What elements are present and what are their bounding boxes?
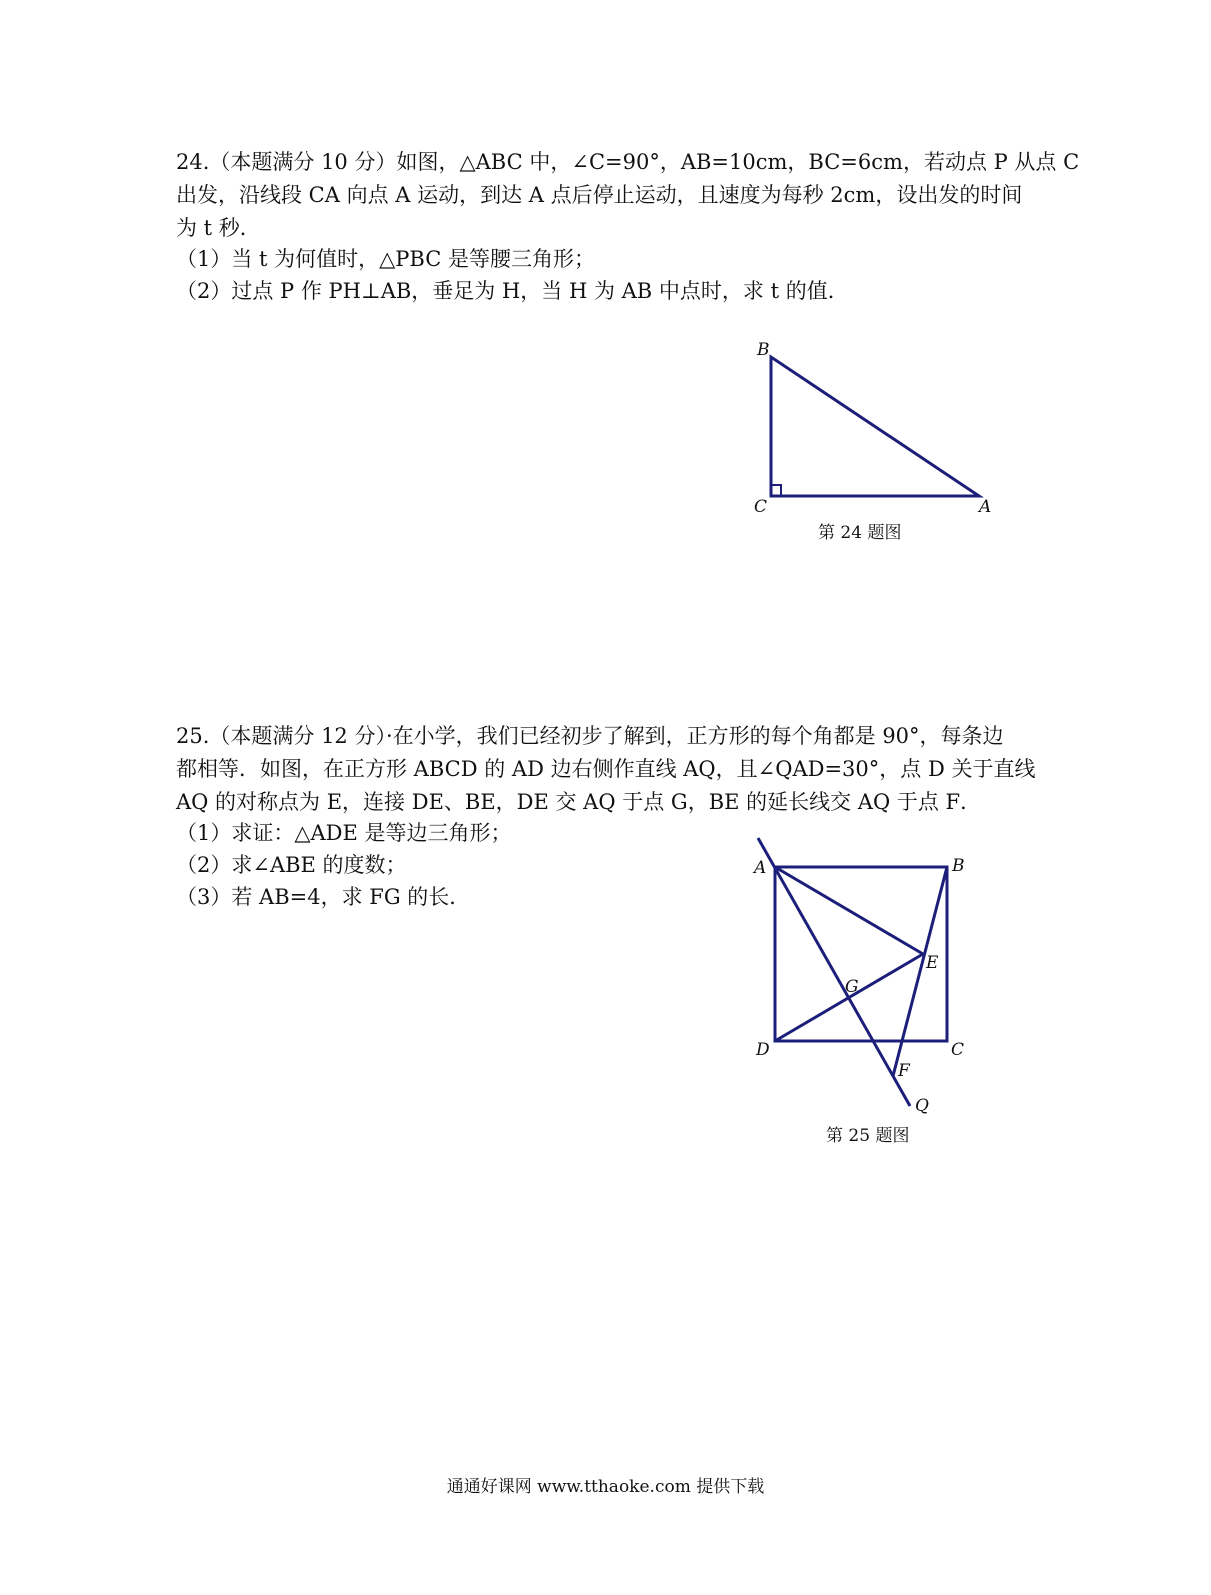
label-d: D [756,1040,770,1060]
q24-line-1: 24.（本题满分 10 分）如图，△ABC 中，∠C=90°，AB=10cm，BC=6cm，若动点 P 从点 C [176,150,1080,174]
label-b: B [757,340,770,360]
label-c: C [951,1040,965,1060]
segment-ae [775,867,923,954]
label-f: F [898,1061,910,1081]
label-q: Q [915,1096,929,1116]
segment-bf [893,867,947,1076]
page-footer: 通通好课网 www.tthaoke.com 提供下载 [446,1477,765,1497]
q24-line-3: 为 t 秒． [176,216,261,240]
label-b: B [952,856,965,876]
segment-de [775,954,923,1041]
q24-subquestion-2: （2）过点 P 作 PH⊥AB，垂足为 H，当 H 为 AB 中点时，求 t 的值． [176,279,849,303]
label-a: A [979,497,992,517]
q24-figure-caption: 第 24 题图 [818,523,902,543]
q25-stem [176,720,1036,819]
triangle-abc [771,357,979,496]
label-a: A [754,858,767,878]
q24-figure [740,330,1010,520]
q24-line-2: 出发，沿线段 CA 向点 A 运动，到达 A 点后停止运动，且速度为每秒 2cm，设出发的时间 [176,183,1023,207]
q25-figure-caption: 第 25 题图 [826,1126,910,1146]
q25-subquestion-1: （1）求证：△ADE 是等边三角形； [176,821,512,845]
label-e: E [926,953,939,973]
q25-line-1: 25.（本题满分 12 分）·在小学，我们已经初步了解到，正方形的每个角都是 90°，每条边 [176,724,1004,748]
q25-subquestion-2: （2）求∠ABE 的度数； [176,853,407,877]
q24-stem [176,146,1080,245]
label-c: C [754,497,768,517]
q25-figure [740,830,1000,1120]
q25-subquestion-3: （3）若 AB=4，求 FG 的长． [176,885,471,909]
line-aq [758,838,910,1106]
q25-line-2: 都相等．如图，在正方形 ABCD 的 AD 边右侧作直线 AQ，且∠QAD=30°，点 D 关于直线 [176,757,1036,781]
q24-subquestion-1: （1）当 t 为何值时，△PBC 是等腰三角形； [176,247,595,271]
label-g: G [845,977,859,997]
q25-line-3: AQ 的对称点为 E，连接 DE、BE，DE 交 AQ 于点 G，BE 的延长线交 AQ 于点 F． [176,790,982,814]
